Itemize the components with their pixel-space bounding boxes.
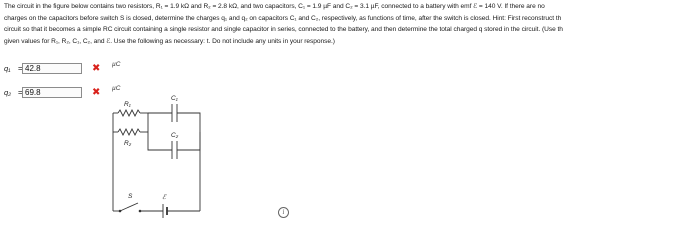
label-c1: C₁	[171, 95, 178, 102]
q1-answer-value: 42.8	[25, 63, 41, 73]
label-switch: S	[128, 193, 133, 200]
resistor-r1-symbol	[118, 110, 140, 116]
switch-contact	[139, 210, 142, 213]
problem-line-1: The circuit in the figure below contains two resistors, R₁ = 1.9 kΩ and R₂ = 2.8 kΩ, and two capacitors, C₁ = 1.9 µF and C₂ = 3.1 µF, connected to a battery with emf ℰ = 140 V. If there are no	[4, 3, 545, 10]
wire-c2-left	[148, 132, 172, 150]
resistor-r2-symbol	[118, 129, 140, 135]
wire-c2-right	[177, 132, 200, 150]
answer-label-q2: q₂	[4, 87, 12, 97]
label-c2: C₂	[171, 132, 179, 139]
switch-s-lever	[120, 203, 138, 211]
label-r1: R₁	[124, 101, 131, 108]
q2-unit: µC	[112, 84, 121, 92]
problem-line-3: circuit so that it becomes a simple RC circuit containing a single resistor and single capacitor in series, connected to the battery, and then determine the total charged q stored in the circuit. (Use th	[4, 26, 563, 34]
incorrect-icon: ✖	[92, 62, 101, 74]
label-r2: R₂	[124, 140, 132, 147]
equals-sign: =	[18, 63, 23, 73]
switch-pivot	[119, 210, 122, 213]
equals-sign: =	[18, 87, 23, 97]
incorrect-icon: ✖	[92, 86, 101, 98]
problem-line-4: given values for R₁, R₂, C₁, C₂, and ℰ. Use the following as necessary: t. Do not include any units in your response.)	[4, 37, 335, 45]
q2-answer-value: 69.8	[25, 87, 41, 97]
label-emf: ℰ	[162, 194, 166, 201]
answer-label-q1: q₁	[4, 63, 11, 73]
info-icon[interactable]: i	[278, 207, 289, 218]
wire-c1-right	[177, 113, 200, 132]
problem-line-2: charges on the capacitors before switch S is closed, determine the charges q₁ and q₂ on capacitors C₁ and C₂, respectively, as functions of time, after the switch is closed. Hint: First reconstruct th	[4, 14, 562, 22]
q1-unit: µC	[112, 60, 121, 68]
